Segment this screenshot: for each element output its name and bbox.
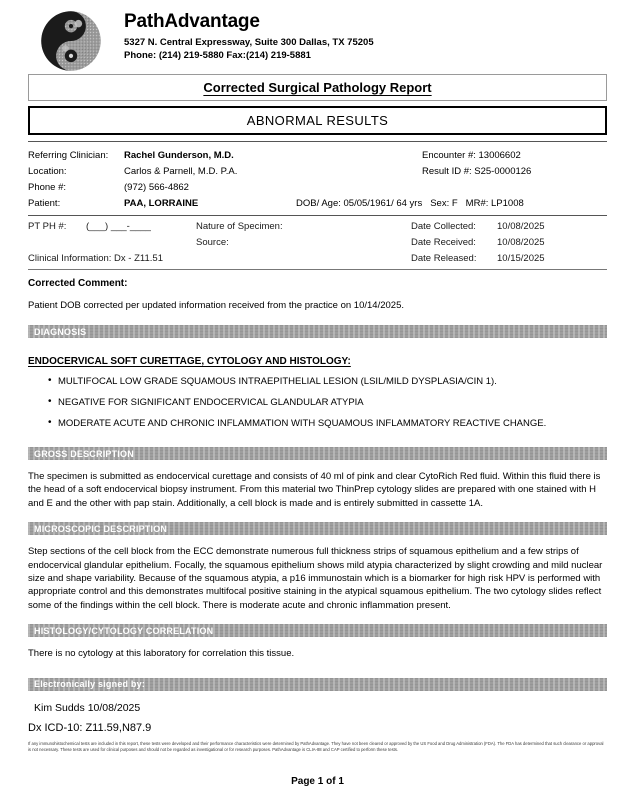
yin-yang-logo-icon xyxy=(40,10,102,72)
section-bar-diagnosis-label: DIAGNOSIS xyxy=(34,326,87,337)
lab-address: 5327 N. Central Expressway, Suite 300 Dallas, TX 75205 xyxy=(124,36,374,48)
date-received-value: 10/08/2025 xyxy=(497,237,545,248)
date-released-label: Date Released: xyxy=(411,253,477,264)
phone-value: (972) 566-4862 xyxy=(124,182,189,193)
gross-description-text: The specimen is submitted as endocervical curettage and consists of 40 ml of pink and clear CytoRich Red fluid. Within this fluid there is the head of a soft endocervical biopsy instrument. From this material two ThinPrep cytology slides are prepared with one stained with H and E and the other with pap stain. Additionally, a cell block is made and is entirely submitted in cassette 1A. xyxy=(28,471,601,509)
phone-row xyxy=(28,180,607,196)
list-item xyxy=(28,397,607,409)
encounter-label: Encounter #: xyxy=(422,150,476,161)
legal-disclaimer: If any immunohistochemical tests are included in this report, these tests were developed and their performance characteristics were determined by PathAdvantage. They have not been cleared or approved by the US Food and Drug Administration (FDA). The FDA has determined that such clearance or approval is not necessary. These tests are used for clinical purposes and should not be regarded as investigational or for research purposes. PathAdvantage is CLIA-88 and CAP certified to perform these tests. xyxy=(28,740,604,752)
date-received-label: Date Received: xyxy=(411,237,476,248)
section-bar-correlation-label: HISTOLOGY/CYTOLOGY CORRELATION xyxy=(34,625,214,636)
patient-name-value: PAA, LORRAINE xyxy=(124,198,199,209)
corrected-comment-heading: Corrected Comment: xyxy=(28,278,128,289)
section-bar-correlation xyxy=(28,624,607,637)
patient-identifiers xyxy=(296,196,524,212)
section-bar-signed xyxy=(28,678,607,691)
corrected-comment-text: Patient DOB corrected per updated information received from the practice on 10/14/2025. xyxy=(28,300,404,311)
phone-row-right-spacer xyxy=(422,180,607,196)
date-collected-label: Date Collected: xyxy=(411,221,476,232)
bullet-icon: • xyxy=(48,417,52,428)
date-collected-value: 10/08/2025 xyxy=(497,221,545,232)
diagnosis-item-text: MODERATE ACUTE AND CHRONIC INFLAMMATION WITH SQUAMOUS INFLAMMATORY REACTIVE CHANGE. xyxy=(58,418,547,429)
section-bar-gross xyxy=(28,447,607,460)
result-id-label: Result ID #: xyxy=(422,166,472,177)
specimen-bottom-rule xyxy=(28,269,607,270)
lab-name: PathAdvantage xyxy=(124,11,260,32)
diagnosis-item-text: NEGATIVE FOR SIGNIFICANT ENDOCERVICAL GLANDULAR ATYPIA xyxy=(58,397,364,408)
pt-ph-row xyxy=(28,219,607,235)
section-bar-signed-label: Electronically signed by: xyxy=(34,679,146,690)
clinical-information-value: Clinical Information: Dx - Z11.51 xyxy=(28,253,163,264)
patient-label: Patient: xyxy=(28,198,61,209)
report-title: Corrected Surgical Pathology Report xyxy=(203,80,432,95)
referring-clinician-value: Rachel Gunderson, M.D. xyxy=(124,150,234,161)
source-label: Source: xyxy=(196,237,229,248)
result-banner-box xyxy=(28,106,607,135)
mrn-value: MR#: LP1008 xyxy=(465,198,524,209)
diagnosis-item-text: MULTIFOCAL LOW GRADE SQUAMOUS INTRAEPITHELIAL LESION (LSIL/MILD DYSPLASIA/CIN 1). xyxy=(58,376,497,387)
source-row-spacer xyxy=(28,235,86,251)
clinical-info-row xyxy=(28,251,607,267)
phone-label: Phone #: xyxy=(28,182,67,193)
date-released-value: 10/15/2025 xyxy=(497,253,545,264)
section-bar-diagnosis xyxy=(28,325,607,338)
microscopic-description-text: Step sections of the cell block from the ECC demonstrate numerous full thickness strips of squamous epithelium and a few strips of endocervical glandular epithelium. Focally, the squamous epithelium shows mild atypia characterized by slight crowding and mild nuclear size and shape variability. Because of the squamous atypia, a p16 immunostain which is a biomarker for high risk HPV is performed with appropriate control and this demonstrates multifocal positive staining in the atypical squamous epithelium. The two cytology slides reflect some of the findings within the cell block. There is moderate acute and chronic inflammation present. xyxy=(28,546,603,611)
lab-phone-fax: Phone: (214) 219-5880 Fax:(214) 219-5881 xyxy=(124,49,311,61)
page-number: Page 1 of 1 xyxy=(291,776,344,787)
bullet-icon: • xyxy=(48,396,52,407)
encounter-cell xyxy=(422,148,607,164)
location-row xyxy=(28,164,607,180)
pt-ph-value: (___) ___-____ xyxy=(86,221,151,232)
diagnosis-title: ENDOCERVICAL SOFT CURETTAGE, CYTOLOGY AND HISTOLOGY: xyxy=(28,356,351,367)
section-bar-gross-label: GROSS DESCRIPTION xyxy=(34,448,134,459)
diagnosis-list xyxy=(28,376,607,430)
list-item xyxy=(28,376,607,388)
dob-age-value: DOB/ Age: 05/05/1961/ 64 yrs xyxy=(296,198,423,209)
location-label: Location: xyxy=(28,166,67,177)
referring-clinician-row xyxy=(28,148,607,164)
patient-row xyxy=(28,196,607,212)
encounter-value: 13006602 xyxy=(478,150,521,161)
lab-identity xyxy=(124,8,374,63)
demographics-block xyxy=(28,142,607,212)
result-id-cell xyxy=(422,164,607,180)
section-bar-texture xyxy=(28,325,607,338)
section-bar-microscopic-label: MICROSCOPIC DESCRIPTION xyxy=(34,523,168,534)
correlation-text: There is no cytology at this laboratory for correlation this tissue. xyxy=(28,648,295,660)
bullet-icon: • xyxy=(48,375,52,386)
referring-clinician-label: Referring Clinician: xyxy=(28,150,109,161)
pt-ph-label: PT PH #: xyxy=(28,221,67,232)
specimen-block xyxy=(28,216,607,269)
signer-name: Kim Sudds 10/08/2025 xyxy=(34,701,141,714)
section-bar-microscopic xyxy=(28,522,607,535)
source-row-spacer2 xyxy=(86,235,196,251)
sex-value: Sex: F xyxy=(430,198,458,209)
list-item xyxy=(28,418,607,430)
report-title-box xyxy=(28,74,607,101)
icd-codes: Dx ICD-10: Z11.59,N87.9 xyxy=(28,721,152,734)
source-row xyxy=(28,235,607,251)
nature-of-specimen-label: Nature of Specimen: xyxy=(196,221,283,232)
report-header xyxy=(0,0,635,70)
location-value: Carlos & Parnell, M.D. P.A. xyxy=(124,166,238,177)
result-banner-label: ABNORMAL RESULTS xyxy=(246,113,389,128)
result-id-value: S25-0000126 xyxy=(474,166,532,177)
